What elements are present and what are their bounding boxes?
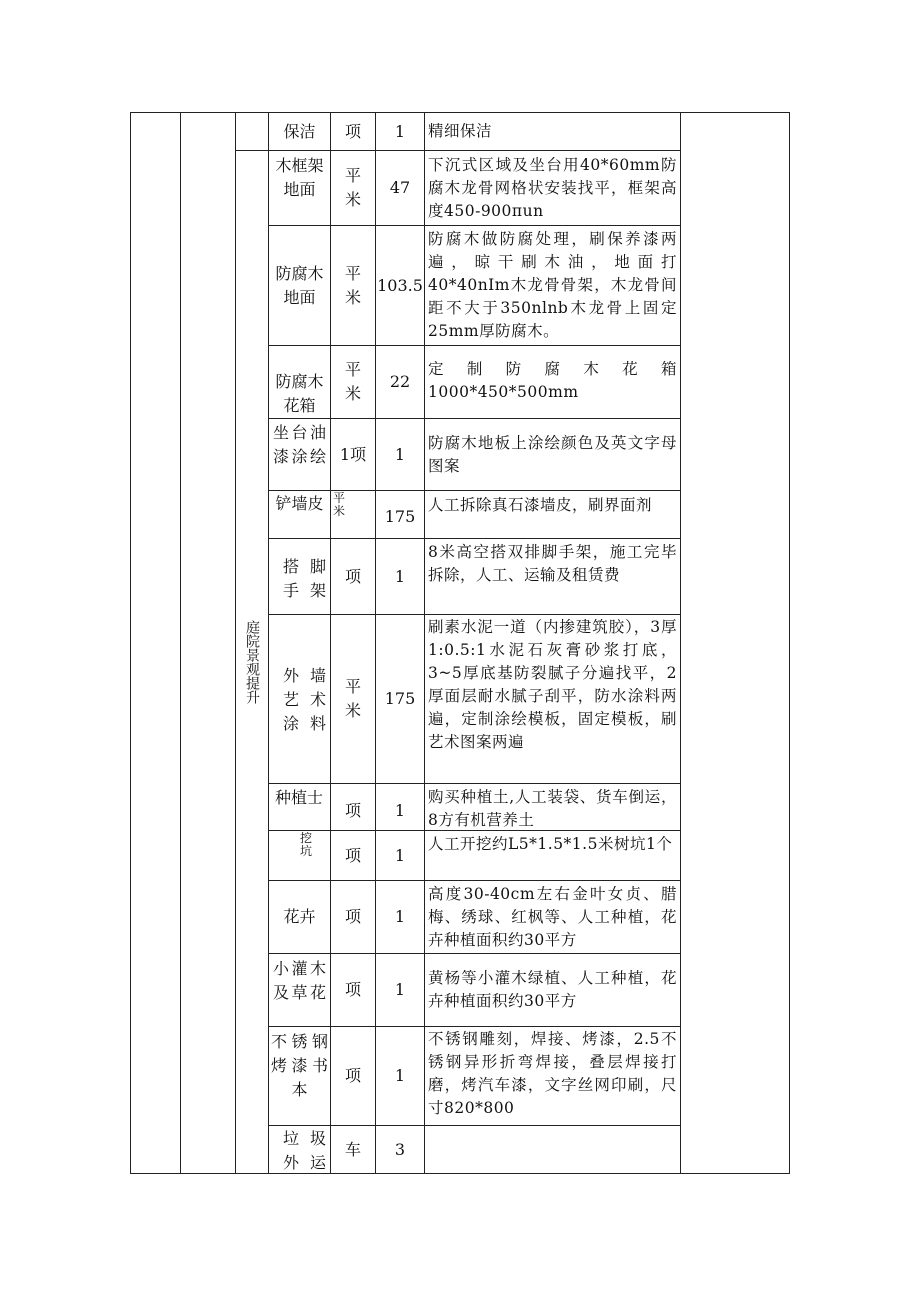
item-name: 小灌木及草花 — [273, 959, 326, 1002]
item-quantity: 175 — [384, 506, 416, 526]
item-name: 不锈钢烤漆书本 — [271, 1032, 328, 1099]
row-divider — [268, 345, 681, 346]
row-divider — [268, 538, 681, 539]
table-column-divider — [680, 112, 681, 1174]
item-description: 定制防腐木花箱1000*450*500mm — [428, 360, 677, 401]
item-description: 人工拆除真石漆墙皮，刷界面剂 — [428, 496, 653, 514]
row-divider — [235, 150, 681, 151]
item-unit: 平米 — [344, 263, 361, 307]
item-unit: 项 — [344, 121, 361, 141]
item-name: 挖坑 — [299, 832, 312, 858]
item-description: 刷素水泥一道（内掺建筑胶），3厚1:0.5:1水泥石灰膏砂浆打底，3~5厚底基防裂腻子分遍找平，2厚面层耐水腻子刮平，防水涂料两遍，定制涂绘模板，固定模板，刷艺术图案两遍 — [428, 618, 677, 751]
item-name: 防腐木花箱 — [275, 372, 324, 415]
item-description: 人工开挖约L5*1.5*1.5米树坑1个 — [428, 835, 673, 853]
item-description: 防腐木地板上涂绘颜色及英文字母图案 — [428, 434, 677, 475]
item-unit: 项 — [344, 1066, 361, 1085]
item-name: 花卉 — [283, 907, 316, 926]
item-unit: 平米 — [344, 360, 361, 403]
item-quantity: 103.5 — [377, 275, 423, 295]
item-quantity: 3 — [394, 1139, 406, 1159]
item-unit: 平米 — [333, 492, 346, 518]
item-description: 精细保洁 — [428, 122, 493, 140]
row-divider — [268, 783, 681, 784]
item-quantity: 175 — [384, 689, 416, 708]
item-quantity: 1 — [394, 980, 406, 999]
item-unit: 项 — [344, 845, 361, 865]
item-name: 木框架地面 — [275, 156, 324, 199]
table-border-bottom — [130, 1173, 790, 1174]
item-description: 防腐木做防腐处理，刷保养漆两遍，晾干刷木油，地面打40*40nIm木龙骨骨架，木龙骨间距不大于350nlnb木龙骨上固定25mm厚防腐木。 — [428, 230, 677, 340]
item-unit: 1项 — [339, 444, 367, 464]
item-name: 保洁 — [283, 121, 316, 141]
row-divider — [268, 830, 681, 831]
item-unit: 项 — [344, 801, 361, 820]
item-name: 铲墙皮 — [275, 494, 324, 513]
item-quantity: 1 — [394, 801, 406, 820]
table-border-top — [130, 112, 790, 113]
item-quantity: 47 — [389, 178, 411, 197]
item-description: 不锈钢雕刻，焊接、烤漆，2.5不锈钢异形折弯焊接，叠层焊接打磨，烤汽车漆，文字丝网印刷，尺寸820*800 — [428, 1030, 677, 1117]
table-border-left — [130, 112, 131, 1174]
item-unit: 项 — [344, 980, 361, 999]
table-column-divider — [180, 112, 181, 1174]
item-name: 种植士 — [275, 788, 324, 807]
item-name: 防腐木地面 — [275, 264, 324, 307]
item-quantity: 1 — [394, 1066, 406, 1085]
item-quantity: 1 — [394, 444, 406, 464]
row-divider — [268, 225, 681, 226]
item-description: 高度30-40cm左右金叶女贞、腊梅、绣球、红枫等、人工种植，花卉种植面积约30平方 — [428, 885, 677, 949]
item-name: 外墙艺术涂料 — [283, 666, 326, 733]
item-quantity: 1 — [394, 121, 406, 141]
item-quantity: 1 — [394, 566, 406, 586]
item-name: 垃圾外运 — [283, 1129, 326, 1172]
table-border-right — [789, 112, 790, 1174]
item-name: 坐台油漆涂绘 — [273, 423, 326, 466]
item-unit: 平米 — [344, 166, 361, 209]
item-quantity: 1 — [394, 845, 406, 865]
row-divider — [268, 953, 681, 954]
item-description: 8米高空搭双排脚手架，施工完毕拆除，人工、运输及租赁费 — [428, 543, 677, 584]
item-quantity: 1 — [394, 907, 406, 926]
item-description: 购买种植土,人工装袋、货车倒运，8方有机营养土 — [428, 788, 677, 829]
item-unit: 车 — [344, 1139, 361, 1159]
item-unit: 项 — [344, 907, 361, 926]
section-label: 庭院景观提升 — [244, 620, 260, 704]
item-unit: 项 — [344, 566, 361, 586]
row-divider — [268, 490, 681, 491]
item-unit: 平米 — [344, 677, 361, 720]
item-quantity: 22 — [389, 372, 411, 391]
item-description: 黄杨等小灌木绿植、人工种植，花卉种植面积约30平方 — [428, 969, 677, 1010]
item-description — [425, 1126, 680, 1173]
item-name: 搭脚手架 — [283, 557, 326, 600]
item-description: 下沉式区域及坐台用40*60mm防腐木龙骨网格状安装找平，框架高度450-900πun — [428, 156, 677, 220]
